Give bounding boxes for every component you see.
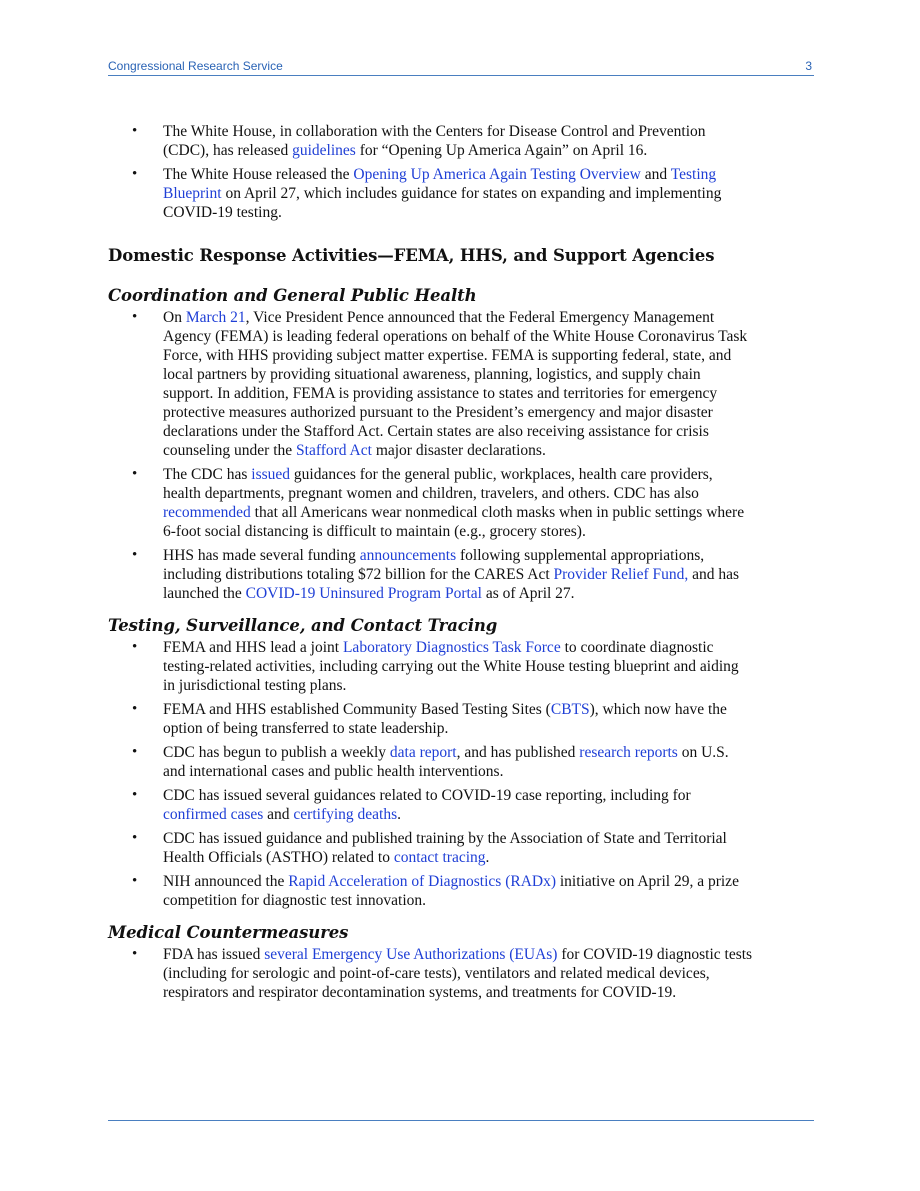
bullet-text: HHS has made several funding: [163, 547, 360, 564]
hyperlink[interactable]: March 21: [185, 309, 246, 326]
bullet-text: for “Opening Up America Again” on April 16.: [355, 142, 648, 159]
hyperlink[interactable]: recommended: [163, 504, 251, 521]
bullet-item: [108, 743, 814, 781]
bullet-icon: •: [132, 309, 138, 325]
bullet-text: major disaster declarations.: [371, 442, 546, 459]
hyperlink[interactable]: Testing Blueprint: [163, 166, 717, 202]
bullet-item: [108, 945, 814, 1002]
bullet-text: FDA has issued: [163, 946, 265, 963]
bullet-text: on U.S. and international cases and public health interventions.: [163, 744, 729, 780]
bullet-item: [108, 122, 814, 160]
hyperlink[interactable]: Rapid Acceleration of Diagnostics (RADx): [288, 873, 556, 890]
bullet-icon: •: [132, 166, 138, 182]
subsection: [108, 286, 814, 616]
hyperlink[interactable]: data report: [389, 744, 457, 761]
bullet-text: guidances for the general public, workplaces, health care providers, health departments, pregnant women and children, travelers, and others. CDC has also: [163, 466, 713, 502]
bullet-icon: •: [132, 830, 138, 846]
bullet-text: and: [263, 806, 294, 823]
bullet-icon: •: [132, 466, 138, 482]
bullet-icon: •: [132, 946, 138, 962]
bullet-text: as of April 27.: [482, 585, 575, 602]
hyperlink[interactable]: COVID-19 Uninsured Program Portal: [245, 585, 482, 602]
bullet-item: [108, 786, 814, 824]
bullet-text: following supplemental appropriations, including distributions totaling $72 billion for the CARES Act: [163, 547, 705, 583]
bullet-item: [108, 165, 814, 222]
hyperlink[interactable]: Provider Relief Fund,: [553, 566, 689, 583]
subsections: [108, 286, 814, 1002]
hyperlink[interactable]: contact tracing: [393, 849, 486, 866]
bullet-icon: •: [132, 873, 138, 889]
bullet-list: [108, 945, 814, 1002]
bullet-text: .: [397, 806, 402, 823]
hyperlink[interactable]: Laboratory Diagnostics Task Force: [342, 639, 561, 656]
bullet-text: NIH announced the: [163, 873, 289, 890]
bullet-text: CDC has issued several guidances related to COVID-19 case reporting, including for: [163, 787, 691, 804]
bullet-text: On: [163, 309, 186, 326]
bullet-text: and: [640, 166, 671, 183]
intro-bullet-list: [108, 122, 814, 222]
hyperlink[interactable]: issued: [251, 466, 291, 483]
page-header: [108, 57, 814, 76]
bullet-text: , and has published: [456, 744, 580, 761]
bullet-text: FEMA and HHS lead a joint: [163, 639, 343, 656]
bullet-text: The White House released the: [163, 166, 354, 183]
bullet-item: [108, 638, 814, 695]
document-body: [108, 122, 814, 1007]
hyperlink[interactable]: confirmed cases: [163, 806, 264, 823]
subsection: [108, 923, 814, 1002]
subsection-title: Coordination and General Public Health: [108, 286, 477, 305]
bullet-item: [108, 546, 814, 603]
bullet-text: on April 27, which includes guidance for states on expanding and implementing COVID-19 testing.: [163, 185, 722, 221]
subsection-title: Medical Countermeasures: [108, 923, 349, 942]
page-number: 3: [805, 59, 812, 73]
bullet-text: ), which now have the option of being transferred to state leadership.: [163, 701, 727, 737]
bullet-icon: •: [132, 744, 138, 760]
bullet-item: [108, 872, 814, 910]
subsection: [108, 616, 814, 923]
hyperlink[interactable]: Opening Up America Again Testing Overview: [353, 166, 641, 183]
bullet-item: [108, 465, 814, 541]
bullet-text: The White House, in collaboration with the Centers for Disease Control and Prevention (CDC), has released: [163, 123, 706, 159]
bullet-item: [108, 829, 814, 867]
bullet-text: to coordinate diagnostic testing-related activities, including carrying out the White House testing blueprint and aiding in jurisdictional testing plans.: [163, 639, 739, 694]
footer-rule: [108, 1120, 814, 1121]
bullet-icon: •: [132, 701, 138, 717]
bullet-text: and has launched the: [163, 566, 740, 602]
bullet-list: [108, 638, 814, 910]
bullet-text: initiative on April 29, a prize competition for diagnostic test innovation.: [163, 873, 739, 909]
bullet-icon: •: [132, 787, 138, 803]
bullet-text: CDC has begun to publish a weekly: [163, 744, 390, 761]
bullet-item: [108, 700, 814, 738]
bullet-item: [108, 308, 814, 460]
bullet-icon: •: [132, 547, 138, 563]
subsection-title: Testing, Surveillance, and Contact Tracing: [108, 616, 498, 635]
hyperlink[interactable]: certifying deaths: [293, 806, 398, 823]
hyperlink[interactable]: announcements: [359, 547, 457, 564]
section-title: Domestic Response Activities—FEMA, HHS, and Support Agencies: [108, 246, 715, 265]
hyperlink[interactable]: Stafford Act: [296, 442, 372, 459]
bullet-icon: •: [132, 123, 138, 139]
hyperlink[interactable]: guidelines: [292, 142, 356, 159]
bullet-text: The CDC has: [163, 466, 252, 483]
bullet-text: .: [485, 849, 490, 866]
bullet-list: [108, 308, 814, 603]
bullet-text: for COVID-19 diagnostic tests (including for serologic and point-of-care tests), ventilators and related medical devices, respirators and respirator decontamination systems, and treatments for COVID-19.: [163, 946, 753, 1001]
bullet-icon: •: [132, 639, 138, 655]
bullet-text: , Vice President Pence announced that the Federal Emergency Management Agency (FEMA) is leading federal operations on behalf of the White House Coronavirus Task Force, with HHS providing subject matter expertise. FEMA is supporting federal, state, and local partners by providing situational awareness, planning, logistics, and supply chain support. In addition, FEMA is providing assistance to states and territories for emergency protective measures authorized pursuant to the President’s emergency and major disaster declarations under the Stafford Act. Certain states are also receiving assistance for crisis counseling under the: [163, 309, 748, 459]
hyperlink[interactable]: CBTS: [550, 701, 590, 718]
bullet-text: CDC has issued guidance and published training by the Association of State and Territorial Health Officials (ASTHO) related to: [163, 830, 727, 866]
bullet-text: FEMA and HHS established Community Based Testing Sites (: [163, 701, 551, 718]
header-source: Congressional Research Service: [108, 59, 283, 73]
bullet-text: that all Americans wear nonmedical cloth masks when in public settings where 6-foot social distancing is difficult to maintain (e.g., grocery stores).: [163, 504, 745, 540]
hyperlink[interactable]: several Emergency Use Authorizations (EUAs): [264, 946, 558, 963]
hyperlink[interactable]: research reports: [579, 744, 678, 761]
